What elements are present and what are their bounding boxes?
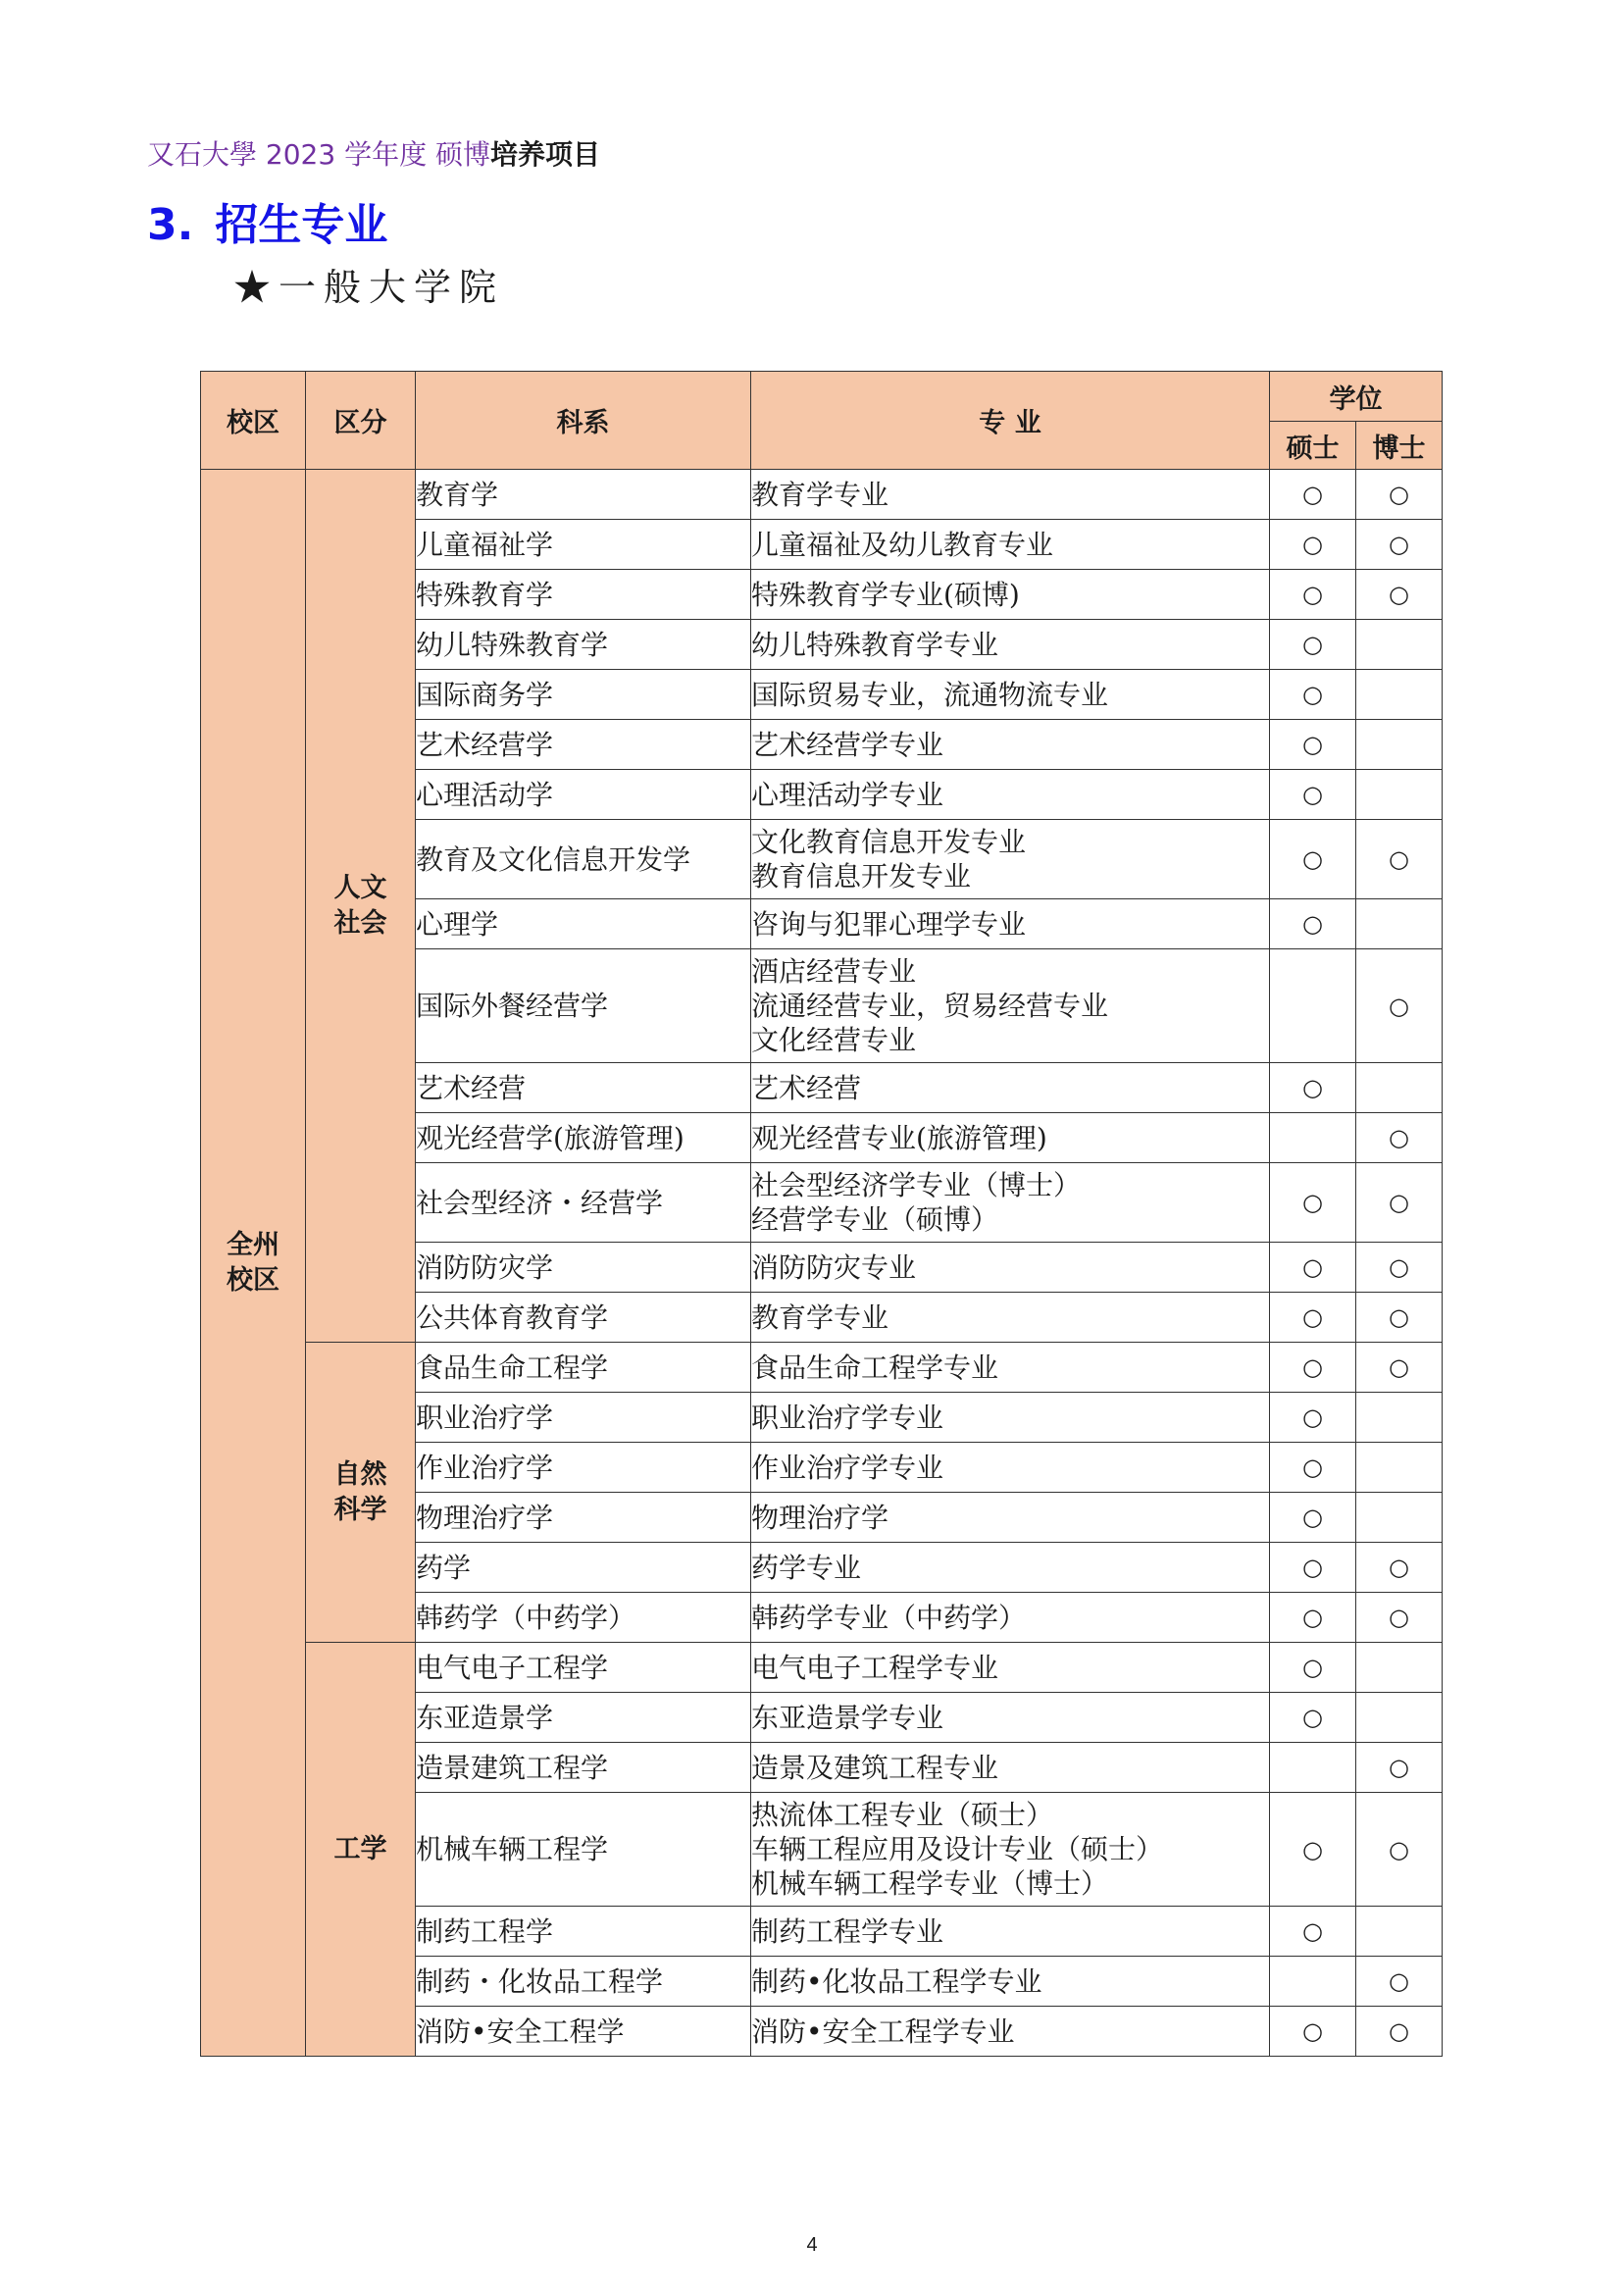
header-campus: 校区	[201, 372, 306, 470]
department-cell: 社会型经济・经营学	[416, 1163, 751, 1243]
doctor-mark: ○	[1356, 2007, 1443, 2057]
major-cell: 热流体工程专业（硕士） 车辆工程应用及设计专业（硕士） 机械车辆工程学专业（博士）	[751, 1793, 1270, 1907]
doctor-mark	[1356, 720, 1443, 770]
doctor-mark	[1356, 1393, 1443, 1443]
department-cell: 东亚造景学	[416, 1693, 751, 1743]
master-mark: ○	[1270, 1393, 1356, 1443]
department-cell: 教育学	[416, 470, 751, 520]
table-header	[201, 372, 1443, 470]
master-mark: ○	[1270, 1343, 1356, 1393]
header-degree: 学位	[1270, 372, 1443, 422]
doctor-mark: ○	[1356, 1957, 1443, 2007]
major-cell: 职业治疗学专业	[751, 1393, 1270, 1443]
major-cell: 观光经营专业(旅游管理)	[751, 1113, 1270, 1163]
department-cell: 幼儿特殊教育学	[416, 620, 751, 670]
doctor-mark: ○	[1356, 470, 1443, 520]
department-cell: 国际外餐经营学	[416, 949, 751, 1063]
major-cell: 物理治疗学	[751, 1493, 1270, 1543]
table-row	[201, 1343, 1443, 1393]
major-cell: 酒店经营专业 流通经营专业，贸易经营专业 文化经营专业	[751, 949, 1270, 1063]
department-cell: 作业治疗学	[416, 1443, 751, 1493]
major-cell: 儿童福祉及幼儿教育专业	[751, 520, 1270, 570]
master-mark: ○	[1270, 1793, 1356, 1907]
doctor-mark	[1356, 1907, 1443, 1957]
major-cell: 教育学专业	[751, 470, 1270, 520]
major-cell: 制药•化妆品工程学专业	[751, 1957, 1270, 2007]
major-cell: 韩药学专业（中药学）	[751, 1593, 1270, 1643]
master-mark: ○	[1270, 1443, 1356, 1493]
section-heading	[147, 196, 387, 255]
department-cell: 消防•安全工程学	[416, 2007, 751, 2057]
master-mark: ○	[1270, 770, 1356, 820]
doctor-mark: ○	[1356, 520, 1443, 570]
major-cell: 消防防灾专业	[751, 1243, 1270, 1293]
major-cell: 电气电子工程学专业	[751, 1643, 1270, 1693]
table-body	[201, 470, 1443, 2057]
major-cell: 国际贸易专业，流通物流专业	[751, 670, 1270, 720]
master-mark: ○	[1270, 1693, 1356, 1743]
doctor-mark: ○	[1356, 570, 1443, 620]
department-cell: 消防防灾学	[416, 1243, 751, 1293]
major-cell: 社会型经济学专业（博士） 经营学专业（硕博）	[751, 1163, 1270, 1243]
program-name: 培养项目	[490, 138, 601, 171]
master-mark: ○	[1270, 670, 1356, 720]
section-number: 3.	[147, 200, 194, 250]
master-mark	[1270, 1113, 1356, 1163]
doctor-mark	[1356, 770, 1443, 820]
header-division: 区分	[306, 372, 416, 470]
doctor-mark	[1356, 620, 1443, 670]
doctor-mark	[1356, 1063, 1443, 1113]
subsection-heading: ★一般大学院	[233, 266, 505, 309]
header-department: 科系	[416, 372, 751, 470]
section-title: 招生专业	[215, 200, 388, 250]
doctor-mark	[1356, 1493, 1443, 1543]
doctor-mark: ○	[1356, 949, 1443, 1063]
master-mark: ○	[1270, 820, 1356, 899]
doctor-mark: ○	[1356, 1113, 1443, 1163]
doctor-mark	[1356, 670, 1443, 720]
master-mark: ○	[1270, 899, 1356, 949]
master-mark	[1270, 949, 1356, 1063]
department-cell: 心理活动学	[416, 770, 751, 820]
header-doctor: 博士	[1356, 422, 1443, 470]
department-cell: 机械车辆工程学	[416, 1793, 751, 1907]
department-cell: 艺术经营学	[416, 720, 751, 770]
doctor-mark: ○	[1356, 1793, 1443, 1907]
department-cell: 心理学	[416, 899, 751, 949]
doctor-mark: ○	[1356, 1163, 1443, 1243]
department-cell: 国际商务学	[416, 670, 751, 720]
department-cell: 韩药学（中药学）	[416, 1593, 751, 1643]
master-mark: ○	[1270, 470, 1356, 520]
major-cell: 文化教育信息开发专业 教育信息开发专业	[751, 820, 1270, 899]
campus-cell: 全州 校区	[201, 470, 306, 2057]
department-cell: 艺术经营	[416, 1063, 751, 1113]
master-mark: ○	[1270, 720, 1356, 770]
master-mark	[1270, 1957, 1356, 2007]
header-master: 硕士	[1270, 422, 1356, 470]
major-cell: 咨询与犯罪心理学专业	[751, 899, 1270, 949]
master-mark: ○	[1270, 1163, 1356, 1243]
department-cell: 造景建筑工程学	[416, 1743, 751, 1793]
doctor-mark: ○	[1356, 1243, 1443, 1293]
table-row	[201, 1643, 1443, 1693]
academic-year: 2023	[265, 138, 336, 171]
master-mark: ○	[1270, 1293, 1356, 1343]
master-mark: ○	[1270, 1243, 1356, 1293]
master-mark: ○	[1270, 1907, 1356, 1957]
page-number: 4	[806, 2234, 818, 2256]
program-highlight: 硕博	[435, 138, 491, 171]
doctor-mark: ○	[1356, 1593, 1443, 1643]
division-cell: 工学	[306, 1643, 416, 2057]
major-cell: 制药工程学专业	[751, 1907, 1270, 1957]
department-cell: 食品生命工程学	[416, 1343, 751, 1393]
academic-term: 学年度	[344, 138, 428, 171]
doctor-mark	[1356, 899, 1443, 949]
department-cell: 电气电子工程学	[416, 1643, 751, 1693]
master-mark: ○	[1270, 520, 1356, 570]
master-mark: ○	[1270, 620, 1356, 670]
major-cell: 艺术经营学专业	[751, 720, 1270, 770]
major-cell: 造景及建筑工程专业	[751, 1743, 1270, 1793]
doctor-mark	[1356, 1643, 1443, 1693]
university-name: 又石大學	[147, 138, 258, 171]
document-header	[147, 135, 600, 175]
master-mark: ○	[1270, 2007, 1356, 2057]
department-cell: 观光经营学(旅游管理)	[416, 1113, 751, 1163]
doctor-mark: ○	[1356, 1293, 1443, 1343]
doctor-mark	[1356, 1693, 1443, 1743]
major-cell: 幼儿特殊教育学专业	[751, 620, 1270, 670]
doctor-mark: ○	[1356, 820, 1443, 899]
master-mark: ○	[1270, 1543, 1356, 1593]
master-mark	[1270, 1743, 1356, 1793]
doctor-mark: ○	[1356, 1343, 1443, 1393]
department-cell: 制药工程学	[416, 1907, 751, 1957]
master-mark: ○	[1270, 1593, 1356, 1643]
division-cell: 人文 社会	[306, 470, 416, 1343]
header-major: 专 业	[751, 372, 1270, 470]
major-cell: 心理活动学专业	[751, 770, 1270, 820]
master-mark: ○	[1270, 1493, 1356, 1543]
table-row	[201, 470, 1443, 520]
major-cell: 教育学专业	[751, 1293, 1270, 1343]
department-cell: 药学	[416, 1543, 751, 1593]
major-cell: 药学专业	[751, 1543, 1270, 1593]
major-cell: 作业治疗学专业	[751, 1443, 1270, 1493]
major-cell: 消防•安全工程学专业	[751, 2007, 1270, 2057]
department-cell: 儿童福祉学	[416, 520, 751, 570]
department-cell: 教育及文化信息开发学	[416, 820, 751, 899]
doctor-mark	[1356, 1443, 1443, 1493]
department-cell: 公共体育教育学	[416, 1293, 751, 1343]
department-cell: 特殊教育学	[416, 570, 751, 620]
major-cell: 特殊教育学专业(硕博)	[751, 570, 1270, 620]
doctor-mark: ○	[1356, 1543, 1443, 1593]
majors-table	[200, 371, 1443, 2057]
master-mark: ○	[1270, 1063, 1356, 1113]
division-cell: 自然 科学	[306, 1343, 416, 1643]
doctor-mark: ○	[1356, 1743, 1443, 1793]
department-cell: 物理治疗学	[416, 1493, 751, 1543]
major-cell: 东亚造景学专业	[751, 1693, 1270, 1743]
department-cell: 职业治疗学	[416, 1393, 751, 1443]
department-cell: 制药・化妆品工程学	[416, 1957, 751, 2007]
master-mark: ○	[1270, 1643, 1356, 1693]
major-cell: 食品生命工程学专业	[751, 1343, 1270, 1393]
major-cell: 艺术经营	[751, 1063, 1270, 1113]
master-mark: ○	[1270, 570, 1356, 620]
